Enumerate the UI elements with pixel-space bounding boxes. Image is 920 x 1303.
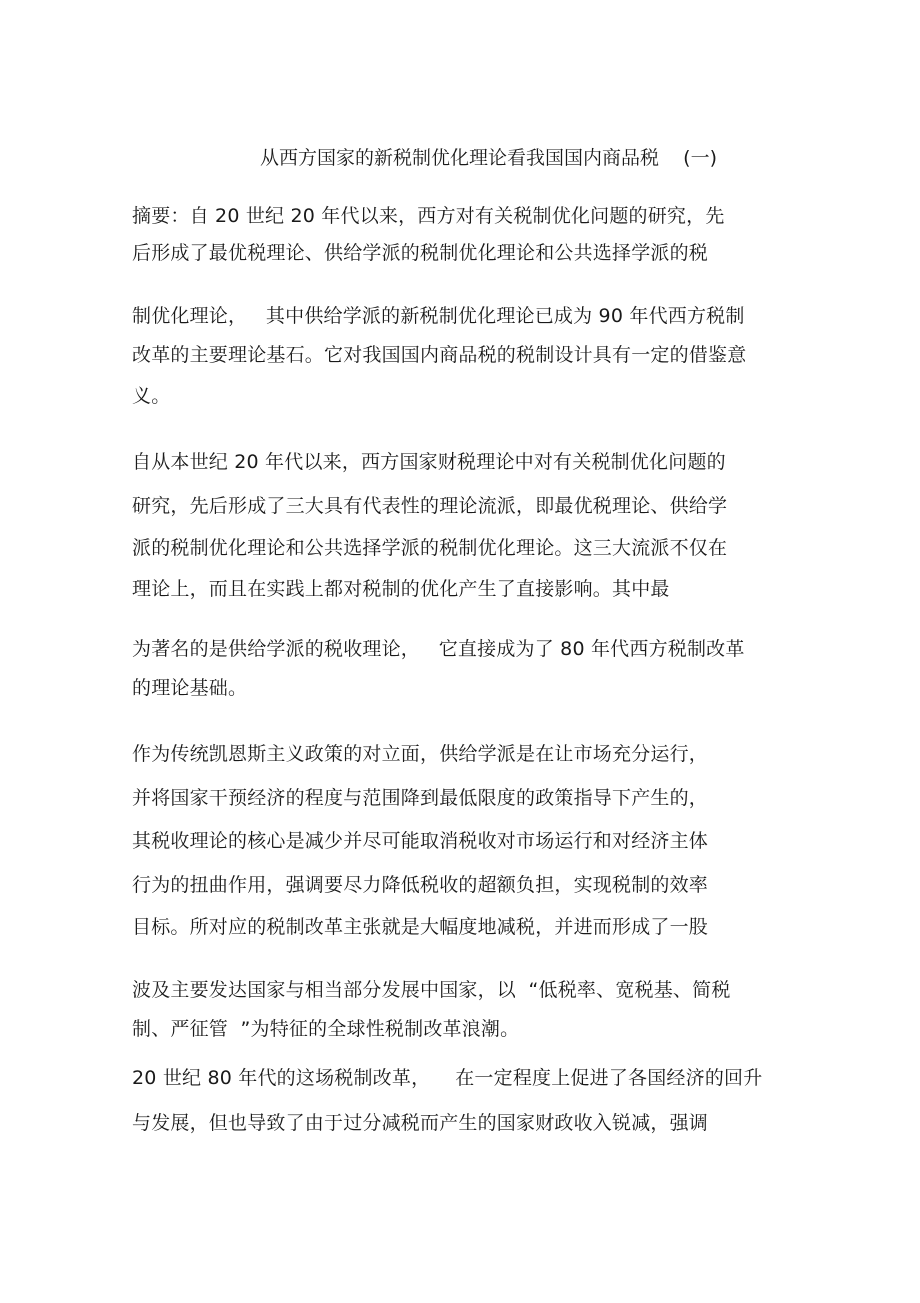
text-line: 波及主要发达国家与相当部分发展中国家，以 “低税率、宽税基、简税 xyxy=(132,979,731,1001)
text-line: 义。 xyxy=(132,385,171,407)
text-line: 目标。所对应的税制改革主张就是大幅度地减税，并进而形成了一股 xyxy=(132,916,709,938)
text-line: 作为传统凯恩斯主义政策的对立面，供给学派是在让市场充分运行， xyxy=(132,743,709,765)
text-line: 制、严征管 ”为特征的全球性税制改革浪潮。 xyxy=(132,1018,520,1040)
text-line: 与发展，但也导致了由于过分减税而产生的国家财政收入锐减，强调 xyxy=(132,1112,709,1134)
text-line: 自从本世纪 20 年代以来，西方国家财税理论中对有关税制优化问题的 xyxy=(132,451,726,473)
text-line: 的理论基础。 xyxy=(132,677,248,699)
text-line: 理论上，而且在实践上都对税制的优化产生了直接影响。其中最 xyxy=(132,578,670,600)
text-line: 并将国家干预经济的程度与范围降到最低限度的政策指导下产生的， xyxy=(132,787,709,809)
text-line: 后形成了最优税理论、供给学派的税制优化理论和公共选择学派的税 xyxy=(132,242,709,264)
text-line: 行为的扭曲作用，强调要尽力降低税收的超额负担，实现税制的效率 xyxy=(132,874,709,896)
text-line: 摘要：自 20 世纪 20 年代以来，西方对有关税制优化问题的研究，先 xyxy=(132,205,725,227)
text-line: 20 世纪 80 年代的这场税制改革， 在一定程度上促进了各国经济的回升 xyxy=(132,1067,763,1089)
document-title: 从西方国家的新税制优化理论看我国国内商品税 (一) xyxy=(260,147,717,169)
text-line: 派的税制优化理论和公共选择学派的税制优化理论。这三大流派不仅在 xyxy=(132,537,728,559)
text-line: 为著名的是供给学派的税收理论， 它直接成为了 80 年代西方税制改革 xyxy=(132,638,745,660)
text-line: 其税收理论的核心是减少并尽可能取消税收对市场运行和对经济主体 xyxy=(132,830,709,852)
text-line: 研究，先后形成了三大具有代表性的理论流派，即最优税理论、供给学 xyxy=(132,495,728,517)
text-line: 改革的主要理论基石。它对我国国内商品税的税制设计具有一定的借鉴意 xyxy=(132,344,747,366)
text-line: 制优化理论， 其中供给学派的新税制优化理论已成为 90 年代西方税制 xyxy=(132,305,745,327)
